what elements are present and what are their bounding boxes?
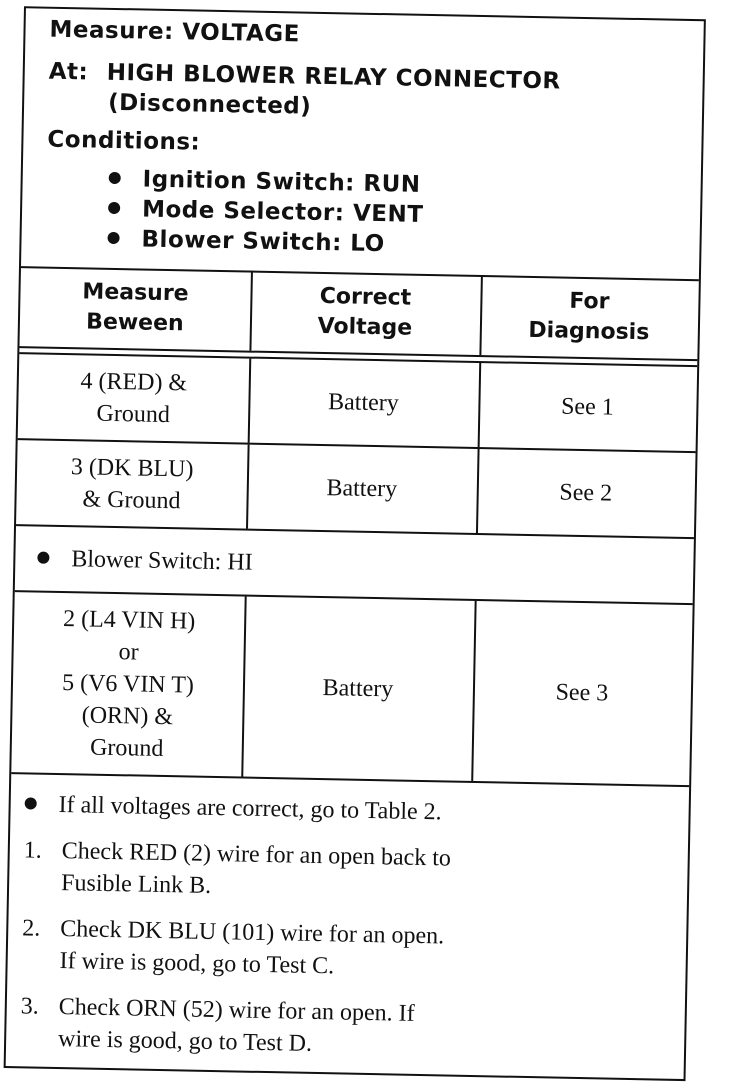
column-header-diagnosis: For Diagnosis bbox=[528, 288, 650, 346]
condition-row-text: Blower Switch: HI bbox=[37, 543, 253, 579]
table-row bbox=[16, 440, 696, 539]
at-note: (Disconnected) bbox=[107, 89, 312, 120]
at-line bbox=[48, 59, 560, 95]
condition-item: Ignition Switch: RUN bbox=[108, 166, 420, 198]
bullet-icon bbox=[37, 552, 49, 564]
cell-between: 4 (RED) & Ground bbox=[18, 354, 252, 442]
note-item: 3. Check ORN (52) wire for an open. If wire is good, go to Test D. bbox=[20, 993, 415, 1057]
cell-diagnosis: See 3 bbox=[555, 679, 609, 707]
condition-item: Mode Selector: VENT bbox=[108, 196, 424, 228]
at-label: At: bbox=[48, 58, 89, 86]
conditions-label: Conditions: bbox=[47, 126, 201, 156]
bullet-icon bbox=[109, 171, 121, 183]
measure-label: Measure: bbox=[49, 16, 174, 46]
column-header-measure: Measure Beween bbox=[19, 266, 252, 350]
notes-bullet: If all voltages are correct, go to Table 2. bbox=[24, 788, 442, 828]
cell-voltage: Battery bbox=[241, 597, 476, 781]
bullet-icon bbox=[107, 231, 119, 243]
cell-voltage: Battery bbox=[248, 359, 482, 447]
table-row bbox=[18, 354, 698, 453]
condition-item: Blower Switch: LO bbox=[107, 226, 385, 257]
diagnostic-sheet bbox=[0, 6, 710, 1089]
at-value: HIGH BLOWER RELAY CONNECTOR bbox=[106, 59, 561, 95]
cell-voltage: Battery bbox=[246, 445, 480, 533]
table-header-row bbox=[19, 266, 698, 359]
measure-value: VOLTAGE bbox=[182, 19, 301, 48]
measure-line bbox=[49, 17, 300, 48]
bullet-icon bbox=[108, 201, 120, 213]
note-item: 1. Check RED (2) wire for an open back to Fusible Link B. bbox=[23, 837, 452, 899]
cell-diagnosis: See 2 bbox=[559, 479, 613, 507]
table-frame bbox=[4, 6, 706, 1081]
bullet-icon bbox=[25, 798, 37, 810]
cell-diagnosis: See 1 bbox=[560, 393, 614, 421]
note-item: 2. Check DK BLU (101) wire for an open. If wire is good, go to Test C. bbox=[22, 915, 445, 980]
header-block bbox=[21, 8, 704, 281]
cell-between: 3 (DK BLU) & Ground bbox=[16, 440, 250, 528]
column-header-voltage: Correct Voltage bbox=[249, 271, 482, 355]
cell-between: 2 (L4 VIN H) or 5 (V6 VIN T) (ORN) & Ground bbox=[11, 592, 246, 776]
table-row bbox=[11, 592, 692, 787]
